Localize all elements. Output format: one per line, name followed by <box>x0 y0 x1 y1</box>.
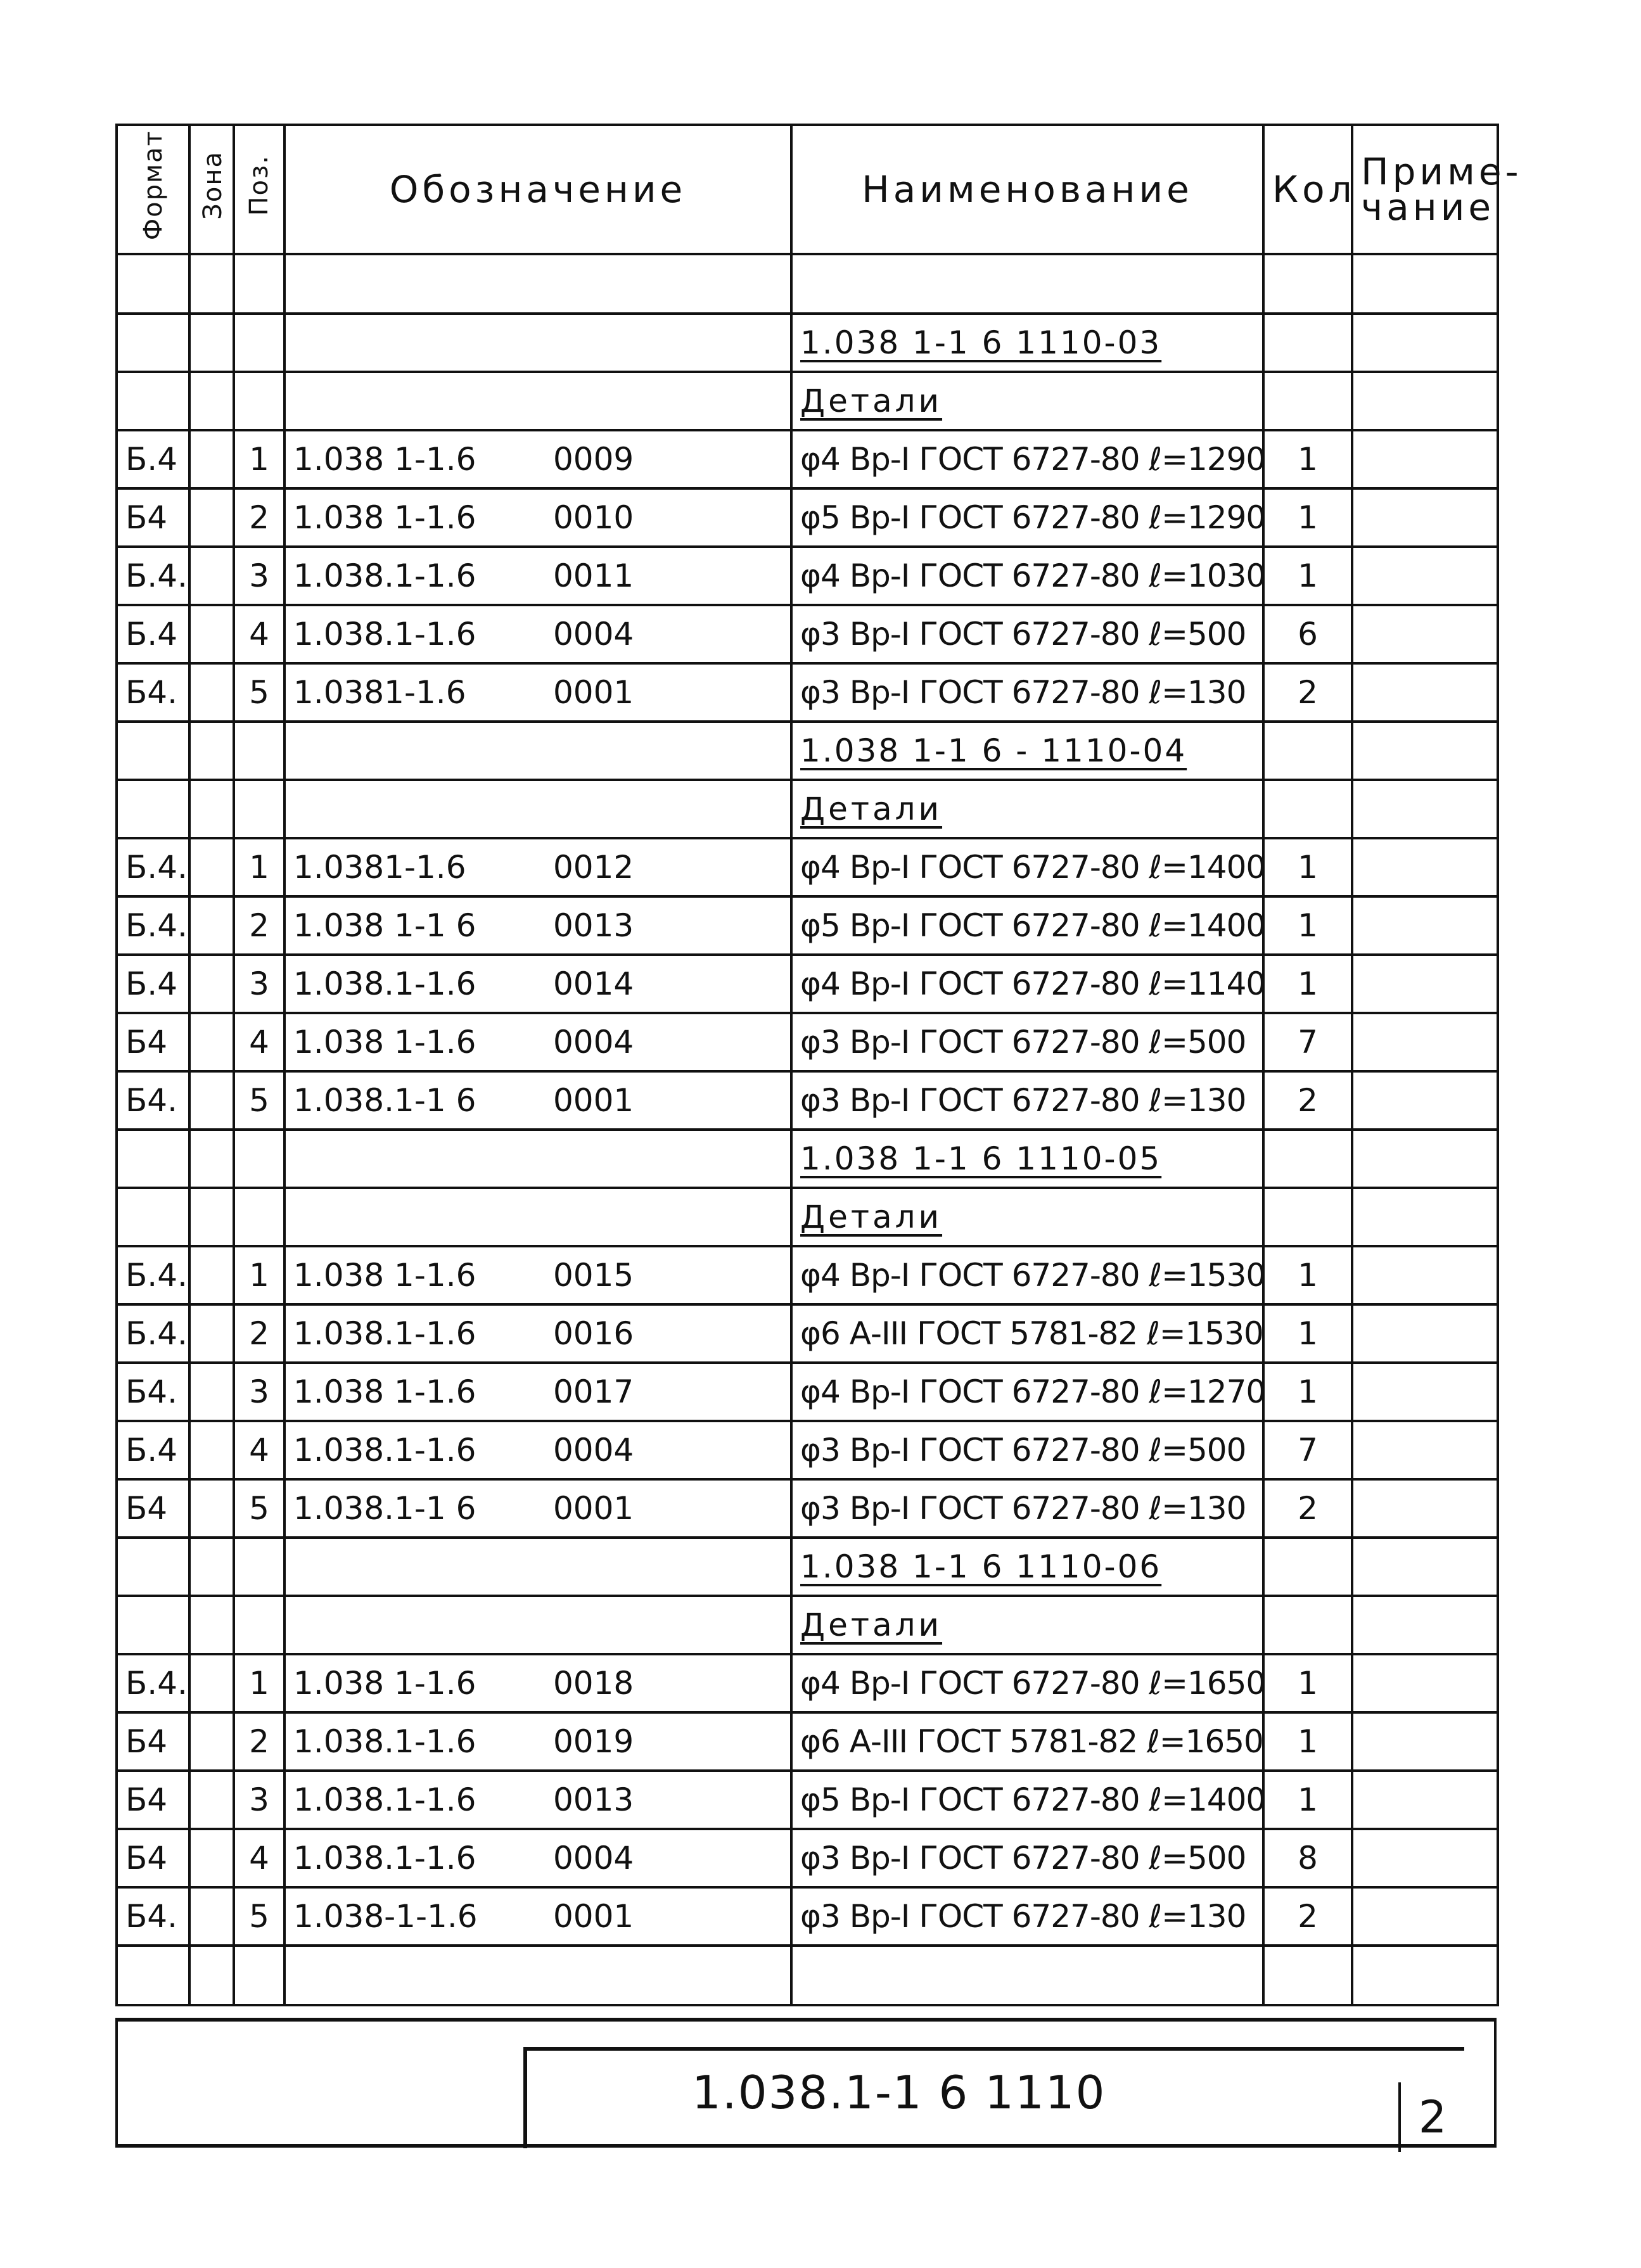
empty-cell <box>1352 1596 1498 1654</box>
table-row <box>117 488 1498 547</box>
position-cell: 1 <box>234 838 284 896</box>
group-doc-row <box>117 314 1498 372</box>
position-cell: 2 <box>234 896 284 955</box>
empty-cell <box>284 722 791 780</box>
designation-code: 1.038.1-1.6 <box>293 616 476 653</box>
empty-cell <box>189 780 234 838</box>
designation-cell <box>284 896 791 955</box>
format-cell: Б4. <box>117 1887 189 1946</box>
designation-cell <box>284 838 791 896</box>
name-cell: φ3 Вр-I ГОСТ 6727-80 ℓ=130 <box>791 1479 1263 1538</box>
empty-cell <box>1263 1188 1352 1246</box>
position-cell: 3 <box>234 1363 284 1421</box>
empty-cell <box>234 1596 284 1654</box>
section-title: Детали <box>791 780 1263 838</box>
group-section-row <box>117 1188 1498 1246</box>
designation-number: 0001 <box>553 1898 634 1935</box>
zone-cell <box>189 488 234 547</box>
table-row <box>117 663 1498 722</box>
note-cell <box>1352 547 1498 605</box>
table-row <box>117 1654 1498 1712</box>
empty-cell <box>1263 1596 1352 1654</box>
group-document-code: 1.038 1-1 6 1110-03 <box>791 314 1263 372</box>
header-pos: Поз. <box>234 125 284 254</box>
quantity-cell: 1 <box>1263 1304 1352 1363</box>
format-cell: Б4. <box>117 1071 189 1130</box>
empty-cell <box>234 1130 284 1188</box>
designation-code: 1.038.1-1 6 <box>293 1490 476 1527</box>
section-title: Детали <box>791 1596 1263 1654</box>
format-cell: Б.4. <box>117 838 189 896</box>
note-cell <box>1352 838 1498 896</box>
empty-cell <box>1263 1946 1352 2005</box>
empty-cell <box>117 1596 189 1654</box>
designation-cell <box>284 1363 791 1421</box>
note-cell <box>1352 1304 1498 1363</box>
title-block-inner <box>523 2047 1464 2148</box>
group-doc-row <box>117 1130 1498 1188</box>
quantity-cell: 8 <box>1263 1829 1352 1887</box>
empty-cell <box>284 372 791 430</box>
name-cell: φ6 А-III ГОСТ 5781-82 ℓ=1530 <box>791 1304 1263 1363</box>
group-section-row <box>117 780 1498 838</box>
format-cell: Б4 <box>117 1479 189 1538</box>
designation-cell <box>284 1246 791 1304</box>
name-cell: φ4 Вр-I ГОСТ 6727-80 ℓ=1530 <box>791 1246 1263 1304</box>
header-note: Приме- чание <box>1352 125 1498 254</box>
designation-code: 1.038.1-1.6 <box>293 965 476 1002</box>
table-row <box>117 547 1498 605</box>
designation-cell <box>284 1771 791 1829</box>
table-row <box>117 430 1498 488</box>
group-document-code: 1.038 1-1 6 1110-05 <box>791 1130 1263 1188</box>
empty-cell <box>1263 372 1352 430</box>
table-row <box>117 838 1498 896</box>
position-cell: 5 <box>234 663 284 722</box>
format-cell: Б4 <box>117 1771 189 1829</box>
position-cell: 1 <box>234 1246 284 1304</box>
empty-cell <box>117 1188 189 1246</box>
specification-sheet <box>115 124 1523 2148</box>
empty-cell <box>1263 780 1352 838</box>
header-designation: Обозначение <box>284 125 791 254</box>
quantity-cell: 2 <box>1263 1479 1352 1538</box>
specification-table <box>115 124 1523 2006</box>
position-cell: 5 <box>234 1071 284 1130</box>
designation-number: 0011 <box>553 557 634 594</box>
name-cell: φ4 Вр-I ГОСТ 6727-80 ℓ=1650 <box>791 1654 1263 1712</box>
empty-cell <box>284 1946 791 2005</box>
table-row <box>117 1829 1498 1887</box>
quantity-cell: 1 <box>1263 1771 1352 1829</box>
header-qty: Кол <box>1263 125 1352 254</box>
empty-cell <box>189 372 234 430</box>
empty-cell <box>117 780 189 838</box>
note-cell <box>1352 1712 1498 1771</box>
note-cell <box>1352 430 1498 488</box>
zone-cell <box>189 547 234 605</box>
table-row <box>117 1363 1498 1421</box>
name-cell: φ3 Вр-I ГОСТ 6727-80 ℓ=500 <box>791 1421 1263 1479</box>
name-cell: φ4 Вр-I ГОСТ 6727-80 ℓ=1030 <box>791 547 1263 605</box>
zone-cell <box>189 1654 234 1712</box>
header-format: Формат <box>117 125 189 254</box>
note-cell <box>1352 1421 1498 1479</box>
note-cell <box>1352 1479 1498 1538</box>
position-cell: 2 <box>234 1304 284 1363</box>
table-row <box>117 955 1498 1013</box>
format-cell: Б4 <box>117 1013 189 1071</box>
designation-code: 1.038 1-1 6 <box>293 907 476 944</box>
quantity-cell: 1 <box>1263 1246 1352 1304</box>
designation-number: 0009 <box>553 441 634 478</box>
table-row <box>117 605 1498 663</box>
format-cell: Б.4 <box>117 955 189 1013</box>
quantity-cell: 1 <box>1263 1712 1352 1771</box>
designation-number: 0010 <box>553 499 634 536</box>
zone-cell <box>189 430 234 488</box>
format-cell: Б.4. <box>117 1304 189 1363</box>
position-cell: 3 <box>234 1771 284 1829</box>
table-row <box>117 1421 1498 1479</box>
table-row <box>117 1771 1498 1829</box>
zone-cell <box>189 1363 234 1421</box>
designation-code: 1.038.1-1.6 <box>293 1840 476 1876</box>
zone-cell <box>189 1771 234 1829</box>
empty-cell <box>117 314 189 372</box>
format-cell: Б.4. <box>117 1654 189 1712</box>
designation-cell <box>284 1479 791 1538</box>
empty-cell <box>1352 314 1498 372</box>
designation-code: 1.038.1-1 6 <box>293 1082 476 1119</box>
empty-cell <box>234 1946 284 2005</box>
zone-cell <box>189 1013 234 1071</box>
table-row <box>117 1246 1498 1304</box>
empty-cell <box>117 1538 189 1596</box>
zone-cell <box>189 955 234 1013</box>
zone-cell <box>189 1887 234 1946</box>
quantity-cell: 1 <box>1263 955 1352 1013</box>
name-cell: φ5 Вр-I ГОСТ 6727-80 ℓ=1400 <box>791 896 1263 955</box>
note-cell <box>1352 1887 1498 1946</box>
format-cell: Б.4 <box>117 430 189 488</box>
group-doc-row <box>117 1538 1498 1596</box>
empty-cell <box>1352 1946 1498 2005</box>
position-cell: 1 <box>234 430 284 488</box>
zone-cell <box>189 896 234 955</box>
zone-cell <box>189 1304 234 1363</box>
name-cell: φ3 Вр-I ГОСТ 6727-80 ℓ=130 <box>791 663 1263 722</box>
name-cell: φ6 А-III ГОСТ 5781-82 ℓ=1650 <box>791 1712 1263 1771</box>
position-cell: 2 <box>234 488 284 547</box>
designation-cell <box>284 1887 791 1946</box>
header-zone: Зона <box>189 125 234 254</box>
designation-code: 1.038 1-1.6 <box>293 441 476 478</box>
empty-cell <box>189 1946 234 2005</box>
quantity-cell: 2 <box>1263 1887 1352 1946</box>
format-cell: Б4. <box>117 663 189 722</box>
quantity-cell: 1 <box>1263 488 1352 547</box>
empty-cell <box>1263 1538 1352 1596</box>
note-cell <box>1352 605 1498 663</box>
position-cell: 3 <box>234 547 284 605</box>
table-row <box>117 1479 1498 1538</box>
empty-cell <box>234 780 284 838</box>
designation-number: 0019 <box>553 1723 634 1760</box>
designation-cell <box>284 1421 791 1479</box>
empty-cell <box>117 722 189 780</box>
name-cell: φ4 Вр-I ГОСТ 6727-80 ℓ=1270 <box>791 1363 1263 1421</box>
note-cell <box>1352 1829 1498 1887</box>
empty-cell <box>284 314 791 372</box>
group-document-code: 1.038 1-1 6 - 1110-04 <box>791 722 1263 780</box>
format-cell: Б4 <box>117 488 189 547</box>
name-cell: φ3 Вр-I ГОСТ 6727-80 ℓ=500 <box>791 1013 1263 1071</box>
empty-cell <box>1352 372 1498 430</box>
specification-body <box>117 254 1498 2005</box>
empty-cell <box>1352 1130 1498 1188</box>
position-cell: 4 <box>234 1013 284 1071</box>
designation-cell <box>284 1071 791 1130</box>
name-cell: φ5 Вр-I ГОСТ 6727-80 ℓ=1290 <box>791 488 1263 547</box>
note-cell <box>1352 896 1498 955</box>
empty-cell <box>284 1130 791 1188</box>
quantity-cell: 2 <box>1263 1071 1352 1130</box>
empty-cell <box>117 372 189 430</box>
quantity-cell: 1 <box>1263 838 1352 896</box>
quantity-cell: 1 <box>1263 547 1352 605</box>
format-cell: Б.4. <box>117 547 189 605</box>
quantity-cell: 1 <box>1263 1654 1352 1712</box>
document-code: 1.038.1-1 6 1110 <box>692 2066 1106 2119</box>
empty-cell <box>234 314 284 372</box>
note-cell <box>1352 1654 1498 1712</box>
empty-cell <box>234 1538 284 1596</box>
empty-cell <box>189 1596 234 1654</box>
designation-code: 1.038.1-1.6 <box>293 557 476 594</box>
quantity-cell: 7 <box>1263 1421 1352 1479</box>
empty-cell <box>117 1946 189 2005</box>
table-row <box>117 1887 1498 1946</box>
designation-cell <box>284 430 791 488</box>
zone-cell <box>189 1246 234 1304</box>
position-cell: 5 <box>234 1479 284 1538</box>
designation-code: 1.038 1-1.6 <box>293 1665 476 1702</box>
designation-cell <box>284 488 791 547</box>
designation-cell <box>284 1654 791 1712</box>
designation-code: 1.038 1-1.6 <box>293 1373 476 1410</box>
designation-number: 0013 <box>553 907 634 944</box>
empty-cell <box>284 1188 791 1246</box>
designation-number: 0004 <box>553 1024 634 1061</box>
name-cell: φ3 Вр-I ГОСТ 6727-80 ℓ=130 <box>791 1887 1263 1946</box>
table-row <box>117 1712 1498 1771</box>
zone-cell <box>189 1829 234 1887</box>
format-cell: Б.4. <box>117 1246 189 1304</box>
table-row <box>117 1071 1498 1130</box>
empty-cell <box>189 722 234 780</box>
empty-cell <box>1263 1130 1352 1188</box>
note-cell <box>1352 1013 1498 1071</box>
header-row <box>117 125 1498 254</box>
note-cell <box>1352 488 1498 547</box>
empty-cell <box>284 1596 791 1654</box>
empty-cell <box>1263 722 1352 780</box>
format-cell: Б4 <box>117 1712 189 1771</box>
name-cell: φ4 Вр-I ГОСТ 6727-80 ℓ=1290 <box>791 430 1263 488</box>
quantity-cell: 6 <box>1263 605 1352 663</box>
format-cell: Б4. <box>117 1363 189 1421</box>
designation-code: 1.038.1-1.6 <box>293 1723 476 1760</box>
designation-code: 1.038.1-1.6 <box>293 1432 476 1468</box>
designation-number: 0001 <box>553 1490 634 1527</box>
blank-row <box>117 254 1498 314</box>
designation-number: 0004 <box>553 1840 634 1876</box>
designation-number: 0004 <box>553 1432 634 1468</box>
designation-code: 1.038-1-1.6 <box>293 1898 478 1935</box>
quantity-cell: 1 <box>1263 1363 1352 1421</box>
empty-cell <box>234 722 284 780</box>
empty-cell <box>1352 722 1498 780</box>
empty-cell <box>791 1946 1263 2005</box>
designation-code: 1.038.1-1.6 <box>293 1315 476 1352</box>
zone-cell <box>189 1071 234 1130</box>
empty-cell <box>1352 780 1498 838</box>
name-cell: φ4 Вр-I ГОСТ 6727-80 ℓ=1140 <box>791 955 1263 1013</box>
note-cell <box>1352 955 1498 1013</box>
designation-cell <box>284 1829 791 1887</box>
designation-code: 1.038 1-1.6 <box>293 1257 476 1294</box>
section-title: Детали <box>791 1188 1263 1246</box>
note-cell <box>1352 1363 1498 1421</box>
group-section-row <box>117 1596 1498 1654</box>
empty-cell <box>284 1538 791 1596</box>
position-cell: 5 <box>234 1887 284 1946</box>
empty-cell <box>189 314 234 372</box>
designation-cell <box>284 1304 791 1363</box>
empty-cell <box>234 372 284 430</box>
empty-cell <box>189 1188 234 1246</box>
empty-cell <box>189 1130 234 1188</box>
name-cell: φ5 Вр-I ГОСТ 6727-80 ℓ=1400 <box>791 1771 1263 1829</box>
zone-cell <box>189 1712 234 1771</box>
note-cell <box>1352 1771 1498 1829</box>
designation-code: 1.0381-1.6 <box>293 674 466 711</box>
position-cell: 1 <box>234 1654 284 1712</box>
position-cell: 4 <box>234 605 284 663</box>
format-cell: Б.4. <box>117 896 189 955</box>
designation-cell <box>284 955 791 1013</box>
designation-number: 0004 <box>553 616 634 653</box>
name-cell: φ4 Вр-I ГОСТ 6727-80 ℓ=1400 <box>791 838 1263 896</box>
designation-cell <box>284 1013 791 1071</box>
note-cell <box>1352 663 1498 722</box>
designation-code: 1.0381-1.6 <box>293 849 466 886</box>
zone-cell <box>189 1479 234 1538</box>
group-document-code: 1.038 1-1 6 1110-06 <box>791 1538 1263 1596</box>
section-title: Детали <box>791 372 1263 430</box>
group-section-row <box>117 372 1498 430</box>
empty-cell <box>284 780 791 838</box>
empty-cell <box>234 1188 284 1246</box>
zone-cell <box>189 605 234 663</box>
position-cell: 4 <box>234 1421 284 1479</box>
zone-cell <box>189 838 234 896</box>
format-cell: Б.4 <box>117 605 189 663</box>
designation-cell <box>284 1712 791 1771</box>
quantity-cell: 7 <box>1263 1013 1352 1071</box>
designation-number: 0018 <box>553 1665 634 1702</box>
empty-cell <box>189 1538 234 1596</box>
quantity-cell: 2 <box>1263 663 1352 722</box>
position-cell: 4 <box>234 1829 284 1887</box>
name-cell: φ3 Вр-I ГОСТ 6727-80 ℓ=130 <box>791 1071 1263 1130</box>
designation-number: 0013 <box>553 1781 634 1818</box>
designation-cell <box>284 663 791 722</box>
empty-cell <box>1263 314 1352 372</box>
name-cell: φ3 Вр-I ГОСТ 6727-80 ℓ=500 <box>791 1829 1263 1887</box>
title-block <box>115 2018 1497 2148</box>
format-cell: Б4 <box>117 1829 189 1887</box>
note-cell <box>1352 1071 1498 1130</box>
note-cell <box>1352 1246 1498 1304</box>
empty-cell <box>1352 1188 1498 1246</box>
designation-code: 1.038 1-1.6 <box>293 499 476 536</box>
designation-number: 0016 <box>553 1315 634 1352</box>
table-row <box>117 1013 1498 1071</box>
designation-cell <box>284 547 791 605</box>
header-name: Наименование <box>791 125 1263 254</box>
format-cell: Б.4 <box>117 1421 189 1479</box>
zone-cell <box>189 1421 234 1479</box>
sheet-number: 2 <box>1398 2082 1464 2152</box>
designation-number: 0015 <box>553 1257 634 1294</box>
empty-cell <box>1352 1538 1498 1596</box>
empty-cell <box>117 1130 189 1188</box>
position-cell: 3 <box>234 955 284 1013</box>
position-cell: 2 <box>234 1712 284 1771</box>
group-doc-row <box>117 722 1498 780</box>
designation-number: 0001 <box>553 1082 634 1119</box>
designation-code: 1.038 1-1.6 <box>293 1024 476 1061</box>
designation-number: 0017 <box>553 1373 634 1410</box>
table-row <box>117 896 1498 955</box>
designation-cell <box>284 605 791 663</box>
designation-number: 0014 <box>553 965 634 1002</box>
designation-number: 0001 <box>553 674 634 711</box>
table-row <box>117 1304 1498 1363</box>
name-cell: φ3 Вр-I ГОСТ 6727-80 ℓ=500 <box>791 605 1263 663</box>
quantity-cell: 1 <box>1263 430 1352 488</box>
quantity-cell: 1 <box>1263 896 1352 955</box>
designation-number: 0012 <box>553 849 634 886</box>
zone-cell <box>189 663 234 722</box>
blank-row <box>117 1946 1498 2005</box>
designation-code: 1.038.1-1.6 <box>293 1781 476 1818</box>
